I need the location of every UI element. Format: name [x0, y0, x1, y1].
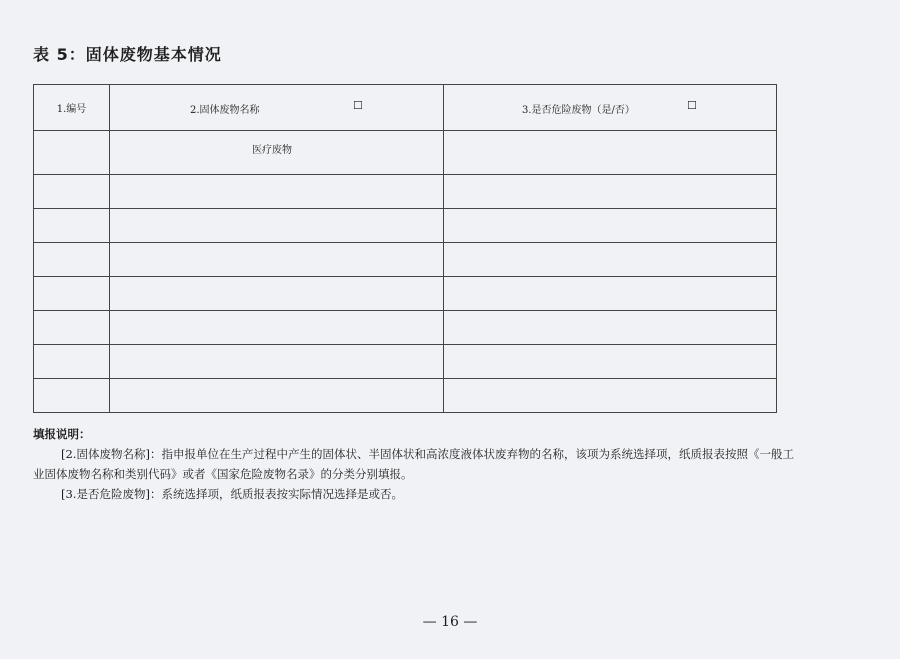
cell-id[interactable]: [34, 379, 110, 413]
header-name-label: 2.固体废物名称: [190, 105, 260, 116]
cell-hazardous[interactable]: [444, 131, 777, 175]
cell-id[interactable]: [34, 131, 110, 175]
table-header-row: [34, 85, 777, 131]
header-name-checkbox[interactable]: ☐: [353, 99, 363, 112]
cell-id[interactable]: [34, 209, 110, 243]
note-hazardous: [3.是否危险废物]：系统选择项，纸质报表按实际情况选择是或否。: [61, 487, 403, 501]
cell-hazardous[interactable]: [444, 277, 777, 311]
header-hazardous: [444, 85, 777, 131]
cell-hazardous[interactable]: [444, 311, 777, 345]
cell-hazardous[interactable]: [444, 175, 777, 209]
table-row: [34, 243, 777, 277]
cell-waste-name[interactable]: [110, 175, 444, 209]
note-solid-waste-name-cont: 业固体废物名称和类别代码》或者《国家危险废物名录》的分类分别填报。: [33, 467, 413, 481]
cell-waste-name[interactable]: [110, 209, 444, 243]
solid-waste-table: [33, 84, 777, 413]
header-hazardous-checkbox[interactable]: ☐: [687, 99, 697, 112]
cell-hazardous[interactable]: [444, 379, 777, 413]
table-row: [34, 345, 777, 379]
header-id-label: 1.编号: [56, 104, 87, 115]
cell-id[interactable]: [34, 345, 110, 379]
header-name: [110, 85, 444, 131]
table-row: [34, 277, 777, 311]
header-hazardous-label: 3.是否危险废物（是/否）: [522, 105, 635, 116]
page-number: — 16 —: [422, 614, 478, 630]
cell-hazardous[interactable]: [444, 345, 777, 379]
cell-hazardous[interactable]: [444, 243, 777, 277]
cell-waste-name[interactable]: [110, 311, 444, 345]
cell-waste-name[interactable]: [110, 243, 444, 277]
table-row: [34, 131, 777, 175]
cell-id[interactable]: [34, 243, 110, 277]
table-row: [34, 209, 777, 243]
table-row: [34, 311, 777, 345]
cell-waste-name[interactable]: [110, 277, 444, 311]
note-solid-waste-name: [2.固体废物名称]：指申报单位在生产过程中产生的固体状、半固体状和高浓度液体状废弃物的名称，该项为系统选择项，纸质报表按照《一般工: [61, 447, 794, 461]
cell-waste-name[interactable]: 医疗废物: [110, 131, 444, 175]
notes-heading: 填报说明：: [33, 427, 91, 441]
cell-waste-name[interactable]: [110, 379, 444, 413]
table-title: 表 5：固体废物基本情况: [33, 45, 222, 64]
filling-notes: [33, 424, 878, 504]
cell-id[interactable]: [34, 311, 110, 345]
cell-id[interactable]: [34, 277, 110, 311]
table-row: [34, 175, 777, 209]
header-id: [34, 85, 110, 131]
cell-id[interactable]: [34, 175, 110, 209]
cell-waste-name[interactable]: [110, 345, 444, 379]
cell-hazardous[interactable]: [444, 209, 777, 243]
table-row: [34, 379, 777, 413]
